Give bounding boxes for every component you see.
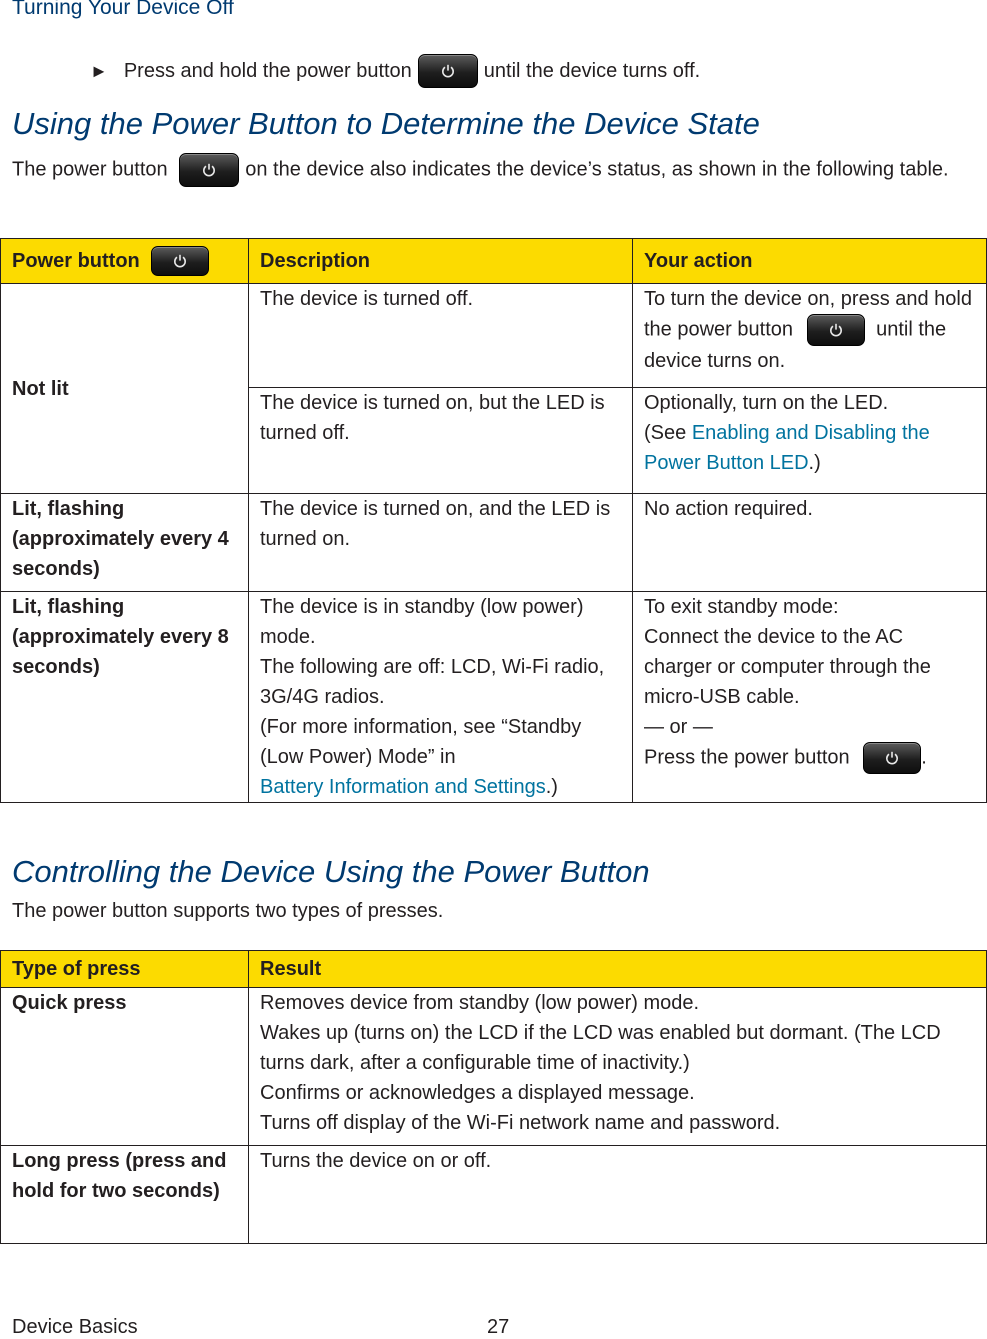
table-row — [1, 284, 987, 388]
action-cell — [633, 592, 987, 803]
table-row — [1, 494, 987, 592]
action-text: (See — [644, 422, 687, 444]
action-text: Optionally, turn on the LED. — [644, 392, 889, 414]
action-text: Connect the device to the AC charger or computer through the micro-USB cable. — [644, 626, 931, 708]
section-title-turning-off: Turning Your Device Off — [12, 0, 234, 19]
power-button-icon — [863, 742, 921, 774]
intro-text-after: on the device also indicates the device’s status, as shown in the following table. — [245, 158, 949, 181]
state-not-lit: Not lit — [1, 284, 249, 494]
power-button-icon — [807, 314, 865, 346]
power-button-icon — [418, 54, 478, 88]
action-text: Press the power button — [644, 746, 850, 769]
action-text: until the device turns on. — [644, 318, 947, 372]
action-text: To exit standby mode: — [644, 596, 839, 618]
bullet-arrow: ► — [90, 60, 108, 81]
link-enabling-led[interactable]: Enabling and Disabling the Power Button LED — [644, 422, 930, 474]
section1-intro — [12, 153, 972, 187]
desc-cell: The device is turned on, and the LED is turned on. — [249, 494, 633, 592]
action-cell — [633, 388, 987, 494]
table-row — [1, 988, 987, 1146]
press-type-table — [0, 950, 987, 1244]
header-description: Description — [249, 239, 633, 284]
header-type-of-press: Type of press — [1, 951, 249, 988]
section-title-device-state: Using the Power Button to Determine the Device State — [12, 106, 760, 141]
footer-section-name: Device Basics — [12, 1316, 138, 1338]
section2-intro: The power button supports two types of presses. — [12, 900, 444, 922]
result-text: Confirms or acknowledges a displayed message. — [260, 1082, 695, 1104]
footer-page-number: 27 — [487, 1316, 510, 1338]
header-power-button — [1, 239, 249, 284]
result-cell — [249, 988, 987, 1146]
action-text: To turn the device on, press and hold the power button — [644, 288, 972, 341]
power-button-icon — [179, 153, 239, 187]
step-power-off — [90, 54, 700, 88]
table-header-row — [1, 951, 987, 988]
desc-text: .) — [545, 776, 558, 798]
action-text: . — [921, 746, 927, 769]
header-label: Power button — [12, 249, 140, 272]
desc-text: (For more information, see “Standby (Low Power) Mode” in — [260, 716, 582, 768]
action-text: .) — [808, 452, 821, 474]
link-battery-info[interactable]: Battery Information and Settings — [260, 776, 546, 798]
state-lit-4s: Lit, flashing (approximately every 4 seconds) — [1, 494, 249, 592]
power-button-state-table — [0, 238, 987, 803]
section-title-controlling: Controlling the Device Using the Power Button — [12, 854, 650, 889]
desc-cell: The device is turned off. — [249, 284, 633, 388]
step-text-after: until the device turns off. — [483, 59, 701, 82]
power-button-icon — [151, 246, 209, 276]
desc-cell: The device is turned on, but the LED is turned off. — [249, 388, 633, 494]
press-long: Long press (press and hold for two seconds) — [1, 1146, 249, 1244]
header-your-action: Your action — [633, 239, 987, 284]
press-quick: Quick press — [1, 988, 249, 1146]
intro-text-before: The power button — [12, 158, 168, 181]
result-cell: Turns the device on or off. — [249, 1146, 987, 1244]
result-text: Removes device from standby (low power) mode. — [260, 992, 700, 1014]
step-text-before: Press and hold the power button — [123, 59, 412, 82]
desc-text: The device is in standby (low power) mode. — [260, 596, 584, 648]
table-header-row — [1, 239, 987, 284]
action-cell: No action required. — [633, 494, 987, 592]
header-result: Result — [249, 951, 987, 988]
table-row — [1, 592, 987, 803]
result-text: Turns off display of the Wi-Fi network name and password. — [260, 1112, 781, 1134]
desc-cell — [249, 592, 633, 803]
state-lit-8s: Lit, flashing (approximately every 8 seconds) — [1, 592, 249, 803]
table-row — [1, 1146, 987, 1244]
action-text: — or — — [644, 716, 713, 738]
action-cell — [633, 284, 987, 388]
desc-text: The following are off: LCD, Wi-Fi radio, 3G/4G radios. — [260, 656, 605, 708]
result-text: Wakes up (turns on) the LCD if the LCD was enabled but dormant. (The LCD turns dark, after a configurable time of inactivity.) — [260, 1022, 941, 1074]
